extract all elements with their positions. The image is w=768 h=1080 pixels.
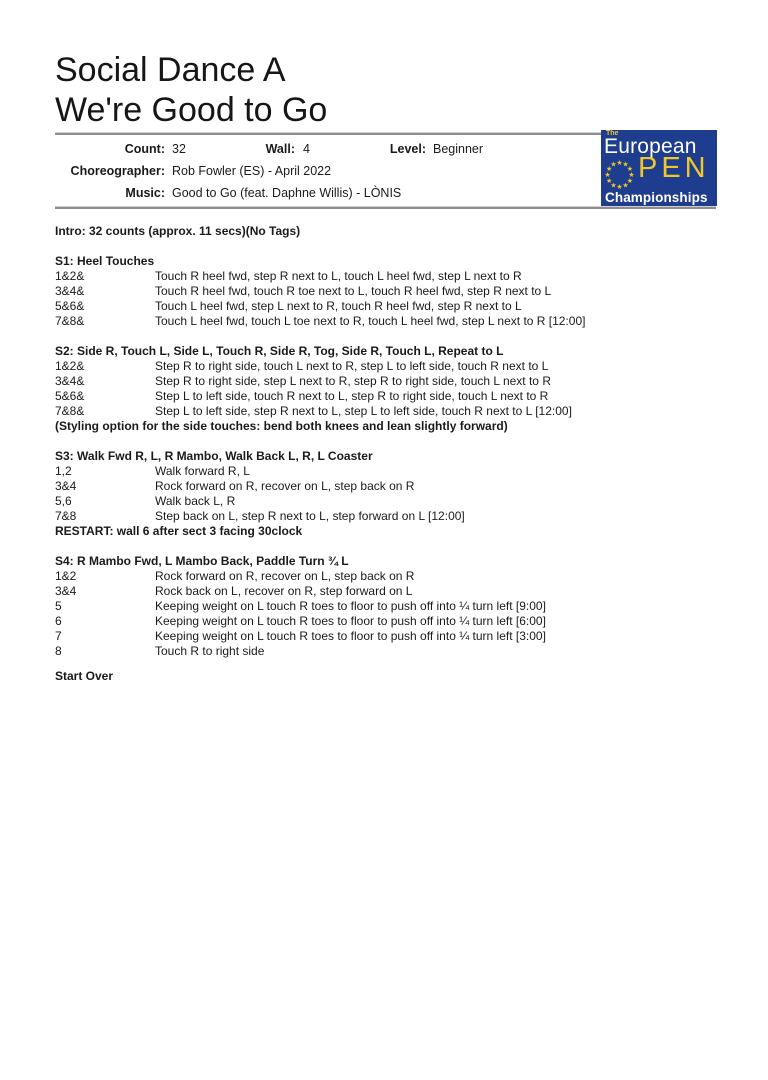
step-count: 8 <box>55 644 62 658</box>
svg-text:★: ★ <box>626 178 634 185</box>
intro-line: Intro: 32 counts (approx. 11 secs)(No Tags) <box>55 224 301 238</box>
step-row <box>55 599 716 614</box>
logo-european-text: European <box>604 135 697 158</box>
step-count: 3&4& <box>55 374 85 388</box>
level-value: Beginner <box>433 142 484 156</box>
level-label: Level: <box>389 142 426 156</box>
step-count: 3&4 <box>55 584 77 598</box>
step-count: 5,6 <box>55 494 72 508</box>
choreographer-value: Rob Fowler (ES) - April 2022 <box>172 164 332 178</box>
dance-section <box>55 344 716 434</box>
dance-section <box>55 554 716 659</box>
step-description: Touch L heel fwd, touch L toe next to R, touch L heel fwd, step L next to R [12:00] <box>155 314 586 328</box>
step-row <box>55 299 716 314</box>
section-heading: S2: Side R, Touch L, Side L, Touch R, Side R, Tog, Side R, Touch L, Repeat to L <box>55 344 504 358</box>
section-heading: S1: Heel Touches <box>55 254 155 268</box>
step-description: Step R to right side, touch L next to R, step L to left side, touch R next to L <box>155 359 549 373</box>
title-line-2: We're Good to Go <box>55 91 328 129</box>
svg-text:★: ★ <box>610 182 617 190</box>
section-heading: S4: R Mambo Fwd, L Mambo Back, Paddle Turn ¾ L <box>55 554 349 568</box>
step-row <box>55 479 716 494</box>
count-label: Count: <box>124 142 165 156</box>
step-description: Touch L heel fwd, step L next to R, touch R heel fwd, step R next to L <box>155 299 522 313</box>
step-count: 5&6& <box>55 299 85 313</box>
section-heading: S3: Walk Fwd R, L, R Mambo, Walk Back L, R, L Coaster <box>55 449 373 463</box>
svg-text:★: ★ <box>628 172 635 179</box>
svg-text:★: ★ <box>604 172 611 179</box>
step-count: 7&8& <box>55 314 85 328</box>
step-description: Step R to right side, step L next to R, step R to right side, touch L next to R <box>155 374 551 388</box>
step-row <box>55 269 716 284</box>
step-description: Rock forward on R, recover on L, step back on R <box>155 479 415 493</box>
step-description: Keeping weight on L touch R toes to floor to push off into ¼ turn left [6:00] <box>155 614 546 628</box>
step-count: 6 <box>55 614 62 628</box>
svg-text:★: ★ <box>622 182 629 190</box>
step-row <box>55 584 716 599</box>
step-sections <box>55 254 716 659</box>
svg-text:★: ★ <box>622 161 629 169</box>
step-row <box>55 374 716 389</box>
step-description: Rock back on L, recover on R, step forward on L <box>155 584 413 598</box>
step-description: Walk forward R, L <box>155 464 250 478</box>
section-steps <box>55 464 716 524</box>
step-description: Keeping weight on L touch R toes to floor to push off into ¼ turn left [9:00] <box>155 599 546 613</box>
step-row <box>55 644 716 659</box>
logo-the-text: The <box>606 130 619 137</box>
step-count: 1,2 <box>55 464 72 478</box>
choreographer-label: Choreographer: <box>70 164 165 178</box>
dance-section <box>55 449 716 539</box>
eu-stars-circle-icon <box>603 159 636 192</box>
section-note: RESTART: wall 6 after sect 3 facing 30clock <box>55 524 303 538</box>
step-row <box>55 404 716 419</box>
step-description: Touch R heel fwd, step R next to L, touch L heel fwd, step L next to R <box>155 269 522 283</box>
step-count: 3&4 <box>55 479 77 493</box>
header-bottom-divider <box>55 206 716 209</box>
step-row <box>55 314 716 329</box>
step-row <box>55 629 716 644</box>
step-count: 1&2& <box>55 359 85 373</box>
step-row <box>55 509 716 524</box>
step-row <box>55 614 716 629</box>
step-description: Step L to left side, step R next to L, step L to left side, touch R next to L [12:00] <box>155 404 572 418</box>
count-value: 32 <box>172 142 186 156</box>
step-count: 3&4& <box>55 284 85 298</box>
step-row <box>55 569 716 584</box>
music-value: Good to Go (feat. Daphne Willis) - LÒNIS <box>172 186 402 200</box>
svg-text:★: ★ <box>616 184 623 191</box>
section-steps <box>55 569 716 659</box>
wall-value: 4 <box>303 142 310 156</box>
section-note: (Styling option for the side touches: bend both knees and lean slightly forward) <box>55 419 508 433</box>
step-description: Step back on L, step R next to L, step forward on L [12:00] <box>155 509 465 523</box>
step-count: 5 <box>55 599 62 613</box>
step-count: 1&2& <box>55 269 85 283</box>
step-count: 7 <box>55 629 62 643</box>
svg-text:★: ★ <box>626 166 634 173</box>
step-description: Step L to left side, touch R next to L, step R to right side, touch L next to R <box>155 389 549 403</box>
start-over-line: Start Over <box>55 669 114 683</box>
svg-text:★: ★ <box>610 161 617 169</box>
logo-open-text: PEN <box>638 152 710 184</box>
svg-text:★: ★ <box>616 160 623 167</box>
svg-text:★: ★ <box>605 178 613 185</box>
svg-text:★: ★ <box>605 166 613 173</box>
section-steps <box>55 269 716 329</box>
section-steps <box>55 359 716 419</box>
step-row <box>55 284 716 299</box>
wall-label: Wall: <box>265 142 295 156</box>
step-sheet-body <box>55 224 716 684</box>
title-line-1: Social Dance A <box>55 51 286 89</box>
step-count: 5&6& <box>55 389 85 403</box>
european-open-championships-logo <box>601 130 717 206</box>
step-count: 7&8& <box>55 404 85 418</box>
step-description: Rock forward on R, recover on L, step back on R <box>155 569 415 583</box>
step-description: Touch R heel fwd, touch R toe next to L, touch R heel fwd, step R next to L <box>155 284 552 298</box>
logo-championships-text: Championships <box>605 190 708 205</box>
music-label: Music: <box>125 186 165 200</box>
step-description: Walk back L, R <box>155 494 236 508</box>
step-row <box>55 494 716 509</box>
step-row <box>55 359 716 374</box>
step-row <box>55 389 716 404</box>
step-description: Keeping weight on L touch R toes to floor to push off into ¼ turn left [3:00] <box>155 629 546 643</box>
dance-section <box>55 254 716 329</box>
page-title <box>55 50 716 130</box>
step-description: Touch R to right side <box>155 644 265 658</box>
step-count: 7&8 <box>55 509 77 523</box>
step-row <box>55 464 716 479</box>
step-count: 1&2 <box>55 569 77 583</box>
